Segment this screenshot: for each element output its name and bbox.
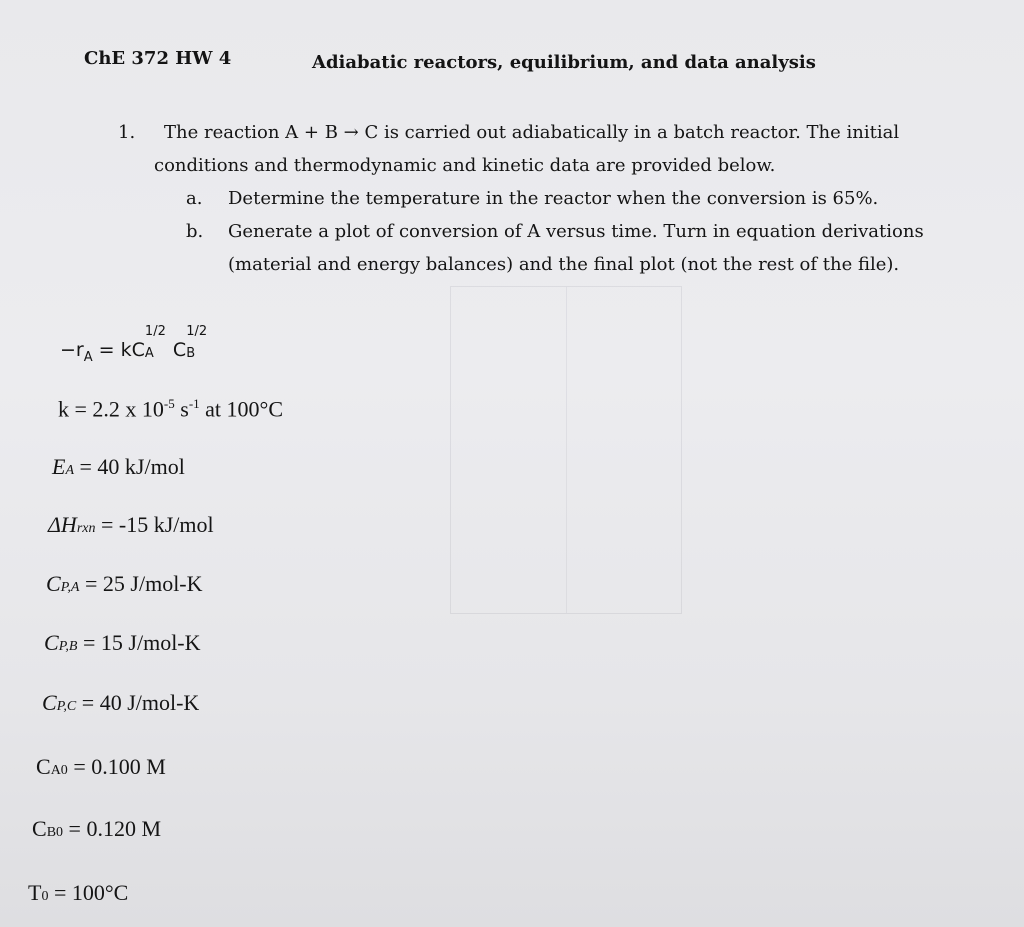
heat-of-reaction [48,512,214,538]
subitem-b-text-2: (material and energy balances) and the final plot (not the rest of the file). [228,254,900,275]
problem-line-1: The reaction A + B → C is carried out adiabatically in a batch reactor. The initial [164,122,900,143]
subitem-b-letter: b. [186,221,204,242]
problem-number: 1. [118,122,136,143]
t0-value: = 100°C [48,880,129,905]
rate-exp-b [186,324,214,361]
dh-subscript: rxn [76,521,96,536]
rate-c2: C [172,339,187,361]
k-exp-1: -5 [163,396,175,411]
k-tail: at 100°C [199,396,284,422]
cpa-value: = 25 J/mol-K [79,571,203,596]
rate-exp-a-sub: A [144,346,154,361]
cpa-symbol: C [46,571,61,596]
ea-symbol: E [52,454,66,479]
heat-capacity-a [46,571,203,597]
subitem-b-text-1: Generate a plot of conversion of A versus time. Turn in equation derivations [228,221,924,242]
initial-concentration-a [36,754,166,780]
cpc-value: = 40 J/mol-K [76,690,200,715]
rate-lhs: −r [60,339,84,361]
assignment-title: Adiabatic reactors, equilibrium, and data analysis [312,52,816,73]
page-header [84,48,984,78]
problem-1 [118,116,998,281]
initial-concentration-b [32,816,161,842]
dh-value: = -15 kJ/mol [95,512,214,537]
rate-eq: = kC [92,339,145,361]
subitem-a-text: Determine the temperature in the reactor when the conversion is 65%. [228,188,879,209]
rate-exp-a-sup: 1/2 [144,324,166,339]
subitem-a-letter: a. [186,188,203,209]
bleed-through-divider [566,287,567,613]
course-label: ChE 372 HW 4 [84,48,232,69]
t0-symbol: T [28,880,42,905]
t0-subscript: 0 [41,889,49,904]
cpb-subscript: P,B [58,639,78,654]
ca0-value: = 0.100 M [67,754,166,779]
subitem-b-cont [228,248,998,281]
cb0-subscript: B0 [46,825,64,840]
cpc-subscript: P,C [56,699,77,714]
cpb-symbol: C [44,630,59,655]
problem-line-2: conditions and thermodynamic and kinetic data are provided below. [154,155,776,176]
rate-exp-b-sup: 1/2 [186,324,208,339]
k-unit: s [174,396,189,422]
cpc-symbol: C [42,690,57,715]
cb0-symbol: C [32,816,47,841]
rate-exp-b-sub: B [186,346,196,361]
subitem-a [186,182,998,215]
activation-energy [52,454,185,480]
cpa-subscript: P,A [60,580,80,595]
bleed-through-table [450,286,682,614]
ea-value: = 40 kJ/mol [74,454,185,479]
ea-subscript: A [65,463,75,478]
heat-capacity-b [44,630,201,656]
rate-constant [58,396,283,422]
ca0-symbol: C [36,754,51,779]
cb0-value: = 0.120 M [63,816,161,841]
dh-symbol: ΔH [48,512,77,537]
heat-capacity-c [42,690,199,716]
subitem-b [186,215,998,248]
initial-temperature [28,880,128,906]
problem-statement [154,116,998,182]
rate-law [60,324,214,365]
ca0-subscript: A0 [50,763,68,778]
cpb-value: = 15 J/mol-K [77,630,201,655]
k-main: k = 2.2 x 10 [58,396,164,422]
rate-exp-a [144,324,173,361]
k-exp-2: -1 [188,396,200,411]
rate-lhs-sub: A [83,349,93,365]
